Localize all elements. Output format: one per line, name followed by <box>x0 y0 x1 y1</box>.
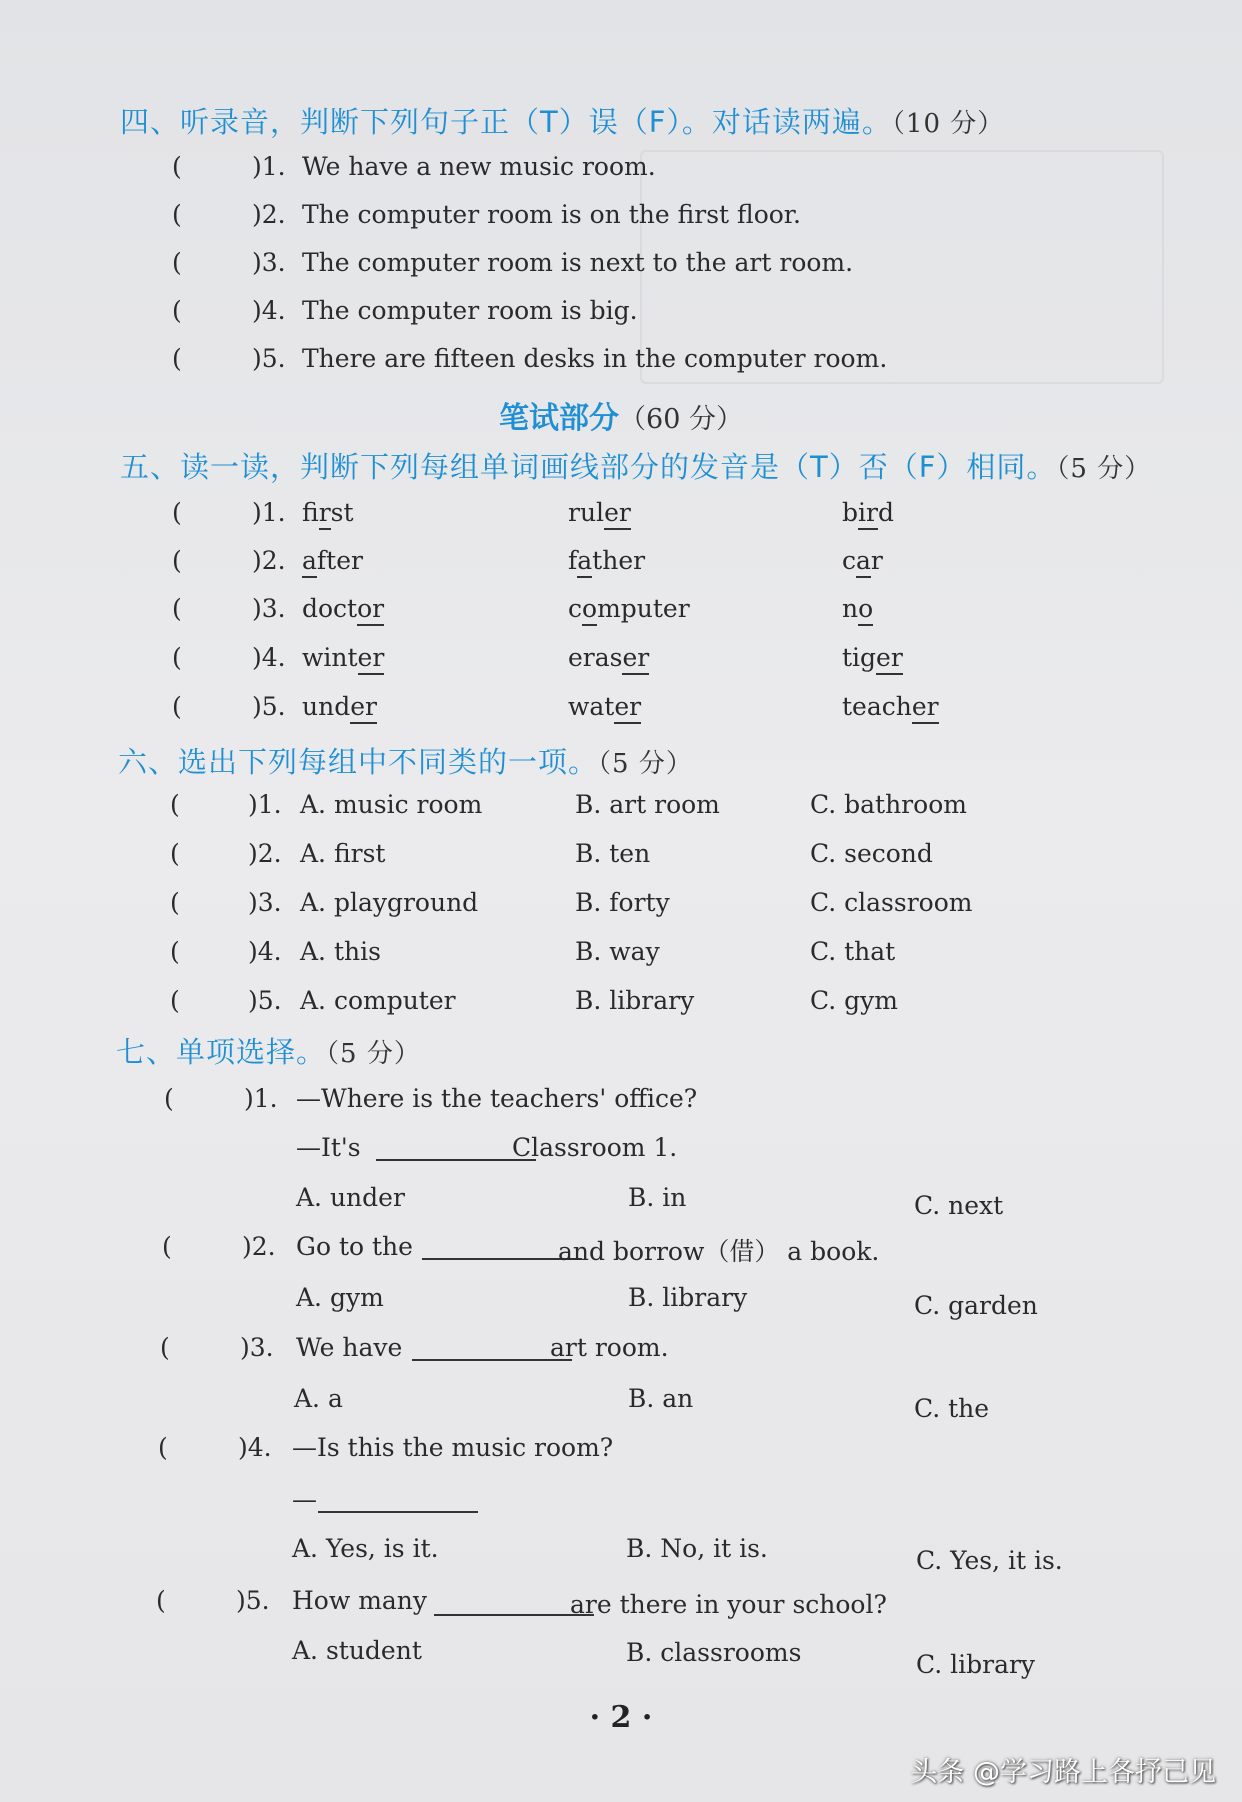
answer-paren[interactable]: ( <box>156 1586 166 1615</box>
s5-row-2: ( )2. after father car <box>0 546 1242 586</box>
word-3: teacher <box>842 692 939 721</box>
answer-paren[interactable]: ( <box>172 692 182 721</box>
option-c[interactable]: C. the <box>914 1394 990 1423</box>
answer-paren[interactable]: ( <box>170 790 180 819</box>
answer-paren[interactable]: ( <box>172 594 182 623</box>
word-2: water <box>568 692 641 721</box>
word-2: computer <box>568 594 690 623</box>
option-a[interactable]: A. under <box>296 1183 405 1212</box>
option-b[interactable]: B. an <box>628 1384 694 1413</box>
s7-q1-options <box>0 1183 1242 1223</box>
answer-paren[interactable]: ( <box>172 546 182 575</box>
option-a[interactable]: A. student <box>292 1636 422 1665</box>
s4-item-5: ( )5. There are fifteen desks in the computer room. <box>172 344 888 373</box>
s6-row-2: ( )2. A. first B. ten C. second <box>170 839 933 868</box>
option-b[interactable]: B. classrooms <box>626 1638 802 1667</box>
s5-row-1: ( )1. first ruler bird <box>0 498 1242 538</box>
s7-q2-options <box>0 1283 1242 1323</box>
s7-q4: ( )4. —Is this the music room? <box>158 1433 614 1462</box>
s4-item-3: ( )3. The computer room is next to the art room. <box>172 248 854 277</box>
s5-row-4: ( )4. winter eraser tiger <box>0 643 1242 683</box>
s6-row-1: ( )1. A. music room B. art room C. bathroom <box>170 790 967 819</box>
answer-paren[interactable]: ( <box>172 344 182 373</box>
s7-q4-answer-line: — <box>0 1485 1242 1525</box>
option-c[interactable]: C. Yes, it is. <box>916 1546 1063 1575</box>
s6-row-5: ( )5. A. computer B. library C. gym <box>170 986 898 1015</box>
answer-paren[interactable]: ( <box>162 1232 172 1261</box>
page-number: · 2 · <box>589 1700 653 1735</box>
answer-paren[interactable]: ( <box>170 888 180 917</box>
word-2: ruler <box>568 498 631 527</box>
option-b[interactable]: B. No, it is. <box>626 1534 768 1563</box>
answer-paren[interactable]: ( <box>172 498 182 527</box>
answer-paren[interactable]: ( <box>172 248 182 277</box>
word-3: bird <box>842 498 894 527</box>
answer-paren[interactable]: ( <box>158 1433 168 1462</box>
answer-paren[interactable]: ( <box>172 152 182 181</box>
word-1: after <box>302 546 363 575</box>
answer-blank[interactable] <box>412 1357 572 1361</box>
s4-item-1: ( )1. We have a new music room. <box>172 152 656 181</box>
answer-paren[interactable]: ( <box>170 937 180 966</box>
s7-q3-options <box>0 1384 1242 1424</box>
answer-paren[interactable]: ( <box>170 986 180 1015</box>
option-c[interactable]: C. next <box>914 1191 1004 1220</box>
answer-paren[interactable]: ( <box>170 839 180 868</box>
option-a[interactable]: A. Yes, is it. <box>292 1534 439 1563</box>
word-1: doctor <box>302 594 384 623</box>
s7-q5-options <box>0 1636 1242 1679</box>
s6-row-4: ( )4. A. this B. way C. that <box>170 937 896 966</box>
section-4-title: 四、听录音，判断下列句子正（T）误（F）。对话读两遍。（10 分） <box>120 105 1005 139</box>
s7-q2: ( )2. Go to the and borrow（借） a book. <box>162 1232 880 1266</box>
word-2: father <box>568 546 645 575</box>
section-6-title: 六、选出下列每组中不同类的一项。（5 分） <box>118 745 693 779</box>
option-a[interactable]: A. gym <box>296 1283 384 1312</box>
s7-q5: ( )5. How many are there in your school? <box>156 1586 887 1619</box>
section-5-title: 五、读一读，判断下列每组单词画线部分的发音是（T）否（F）相同。（5 分） <box>120 450 1152 484</box>
answer-paren[interactable]: ( <box>160 1333 170 1362</box>
s5-row-3: ( )3. doctor computer no <box>0 594 1242 634</box>
answer-paren[interactable]: ( <box>172 200 182 229</box>
s7-q1: ( )1. —Where is the teachers' office? <box>164 1084 698 1113</box>
word-1: under <box>302 692 377 721</box>
s4-item-2: ( )2. The computer room is on the first floor. <box>172 200 801 229</box>
option-c[interactable]: C. library <box>916 1650 1036 1679</box>
word-3: no <box>842 594 873 623</box>
s7-q3: ( )3. We have art room. <box>160 1333 669 1362</box>
s7-q1-answer-line: —It's Classroom 1. <box>296 1133 678 1162</box>
option-b[interactable]: B. in <box>628 1183 687 1212</box>
answer-paren[interactable]: ( <box>172 296 182 325</box>
option-c[interactable]: C. garden <box>914 1291 1038 1320</box>
s6-row-3: ( )3. A. playground B. forty C. classroom <box>170 888 973 917</box>
word-3: car <box>842 546 883 575</box>
option-a[interactable]: A. a <box>294 1384 343 1413</box>
option-b[interactable]: B. library <box>628 1283 748 1312</box>
word-2: eraser <box>568 643 649 672</box>
s5-row-5: ( )5. under water teacher <box>0 692 1242 732</box>
watermark: 头条 @学习路上各抒己见 <box>910 1757 1216 1788</box>
section-7-title: 七、单项选择。（5 分） <box>116 1035 421 1069</box>
word-3: tiger <box>842 643 903 672</box>
answer-paren[interactable]: ( <box>172 643 182 672</box>
word-1: winter <box>302 643 384 672</box>
answer-paren[interactable]: ( <box>164 1084 174 1113</box>
s4-item-4: ( )4. The computer room is big. <box>172 296 638 325</box>
answer-blank[interactable] <box>318 1509 478 1513</box>
word-1: first <box>302 498 354 527</box>
written-part-title: 笔试部分（60 分） <box>499 401 743 436</box>
s7-q4-options <box>0 1534 1242 1574</box>
